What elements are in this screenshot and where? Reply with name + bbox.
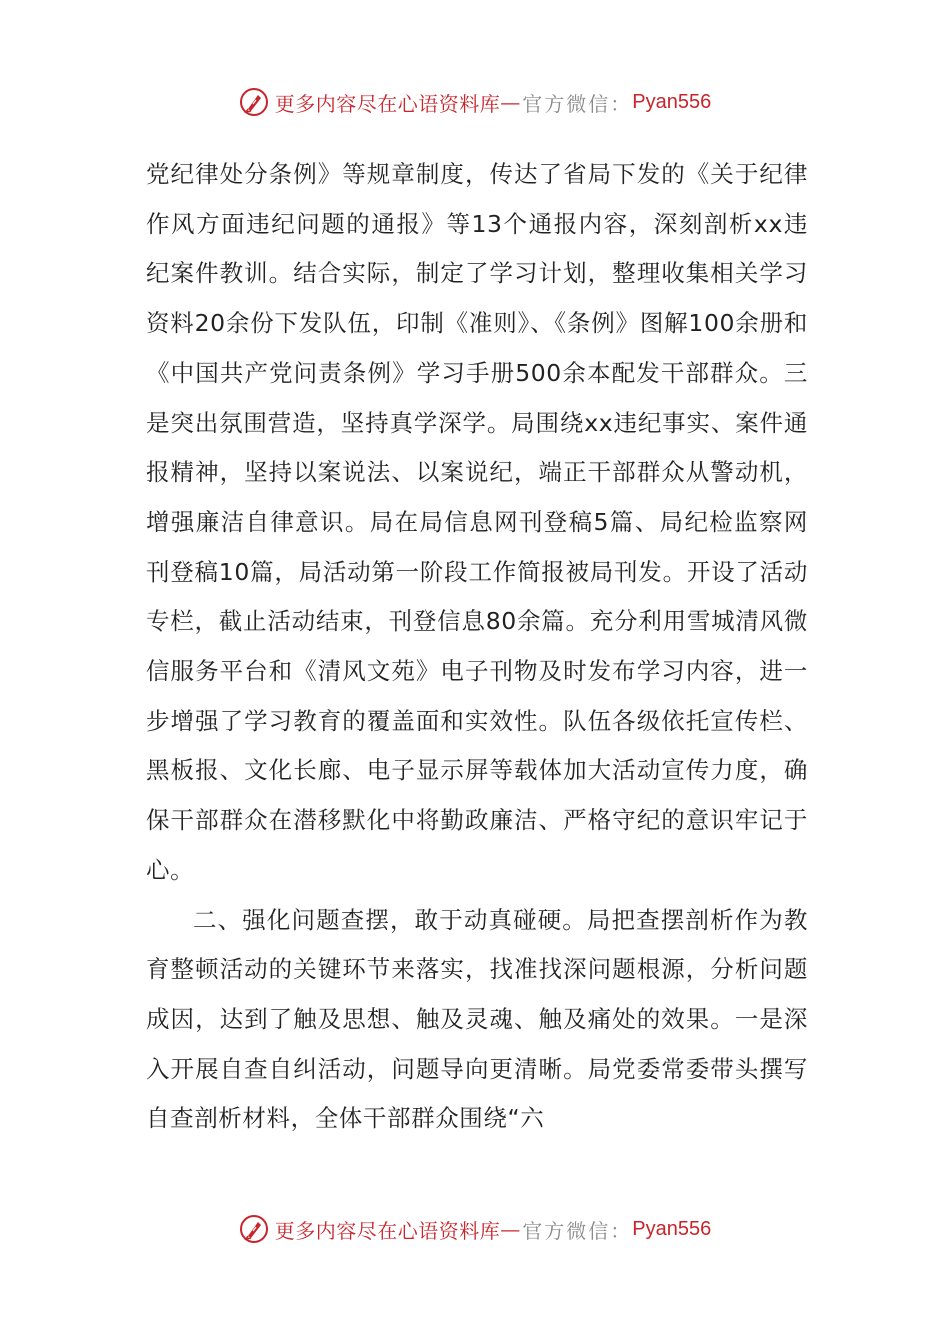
header-wechat-label: 官方微信： bbox=[522, 91, 633, 116]
document-body bbox=[146, 150, 808, 1144]
footer-brand-text: 更多内容尽在心语资料库 bbox=[274, 1218, 501, 1243]
footer-wechat-label: 官方微信： bbox=[522, 1218, 633, 1243]
header-wechat-id: Pyan556 bbox=[632, 90, 712, 113]
pen-nib-logo-icon bbox=[239, 1214, 269, 1244]
header-separator: — bbox=[500, 90, 521, 114]
header-brand-text: 更多内容尽在心语资料库 bbox=[274, 91, 501, 116]
footer-separator: — bbox=[500, 1217, 521, 1241]
footer-banner bbox=[0, 1209, 950, 1249]
body-paragraph-1: 党纪律处分条例》等规章制度，传达了省局下发的《关于纪律作风方面违纪问题的通报》等13个通报内容，深刻剖析xx违纪案件教训。结合实际，制定了学习计划，整理收集相关学习资料20余份下发队伍，印制《准则》、《条例》图解100余册和《中国共产党问责条例》学习手册500余本配发干部群众。三是突出氛围营造，坚持真学深学。局围绕xx违纪事实、案件通报精神，坚持以案说法、以案说纪，端正干部群众从警动机，增强廉洁自律意识。局在局信息网刊登稿5篇、局纪检监察网刊登稿10篇，局活动第一阶段工作简报被局刊发。开设了活动专栏，截止活动结束，刊登信息80余篇。充分利用雪城清风微信服务平台和《清风文苑》电子刊物及时发布学习内容，进一步增强了学习教育的覆盖面和实效性。队伍各级依托宣传栏、黑板报、文化长廊、电子显示屏等载体加大活动宣传力度，确保干部群众在潜移默化中将勤政廉洁、严格守纪的意识牢记于心。 bbox=[146, 160, 808, 884]
pen-nib-logo-icon bbox=[239, 87, 269, 117]
body-paragraph-2: 二、强化问题查摆，敢于动真碰硬。局把查摆剖析作为教育整顿活动的关键环节来落实，找准找深问题根源，分析问题成因，达到了触及思想、触及灵魂、触及痛处的效果。一是深入开展自查自纠活动，问题导向更清晰。局党委常委带头撰写自查剖析材料，全体干部群众围绕“六 bbox=[146, 905, 808, 1133]
footer-wechat-id: Pyan556 bbox=[632, 1217, 712, 1240]
header-banner bbox=[0, 82, 950, 122]
